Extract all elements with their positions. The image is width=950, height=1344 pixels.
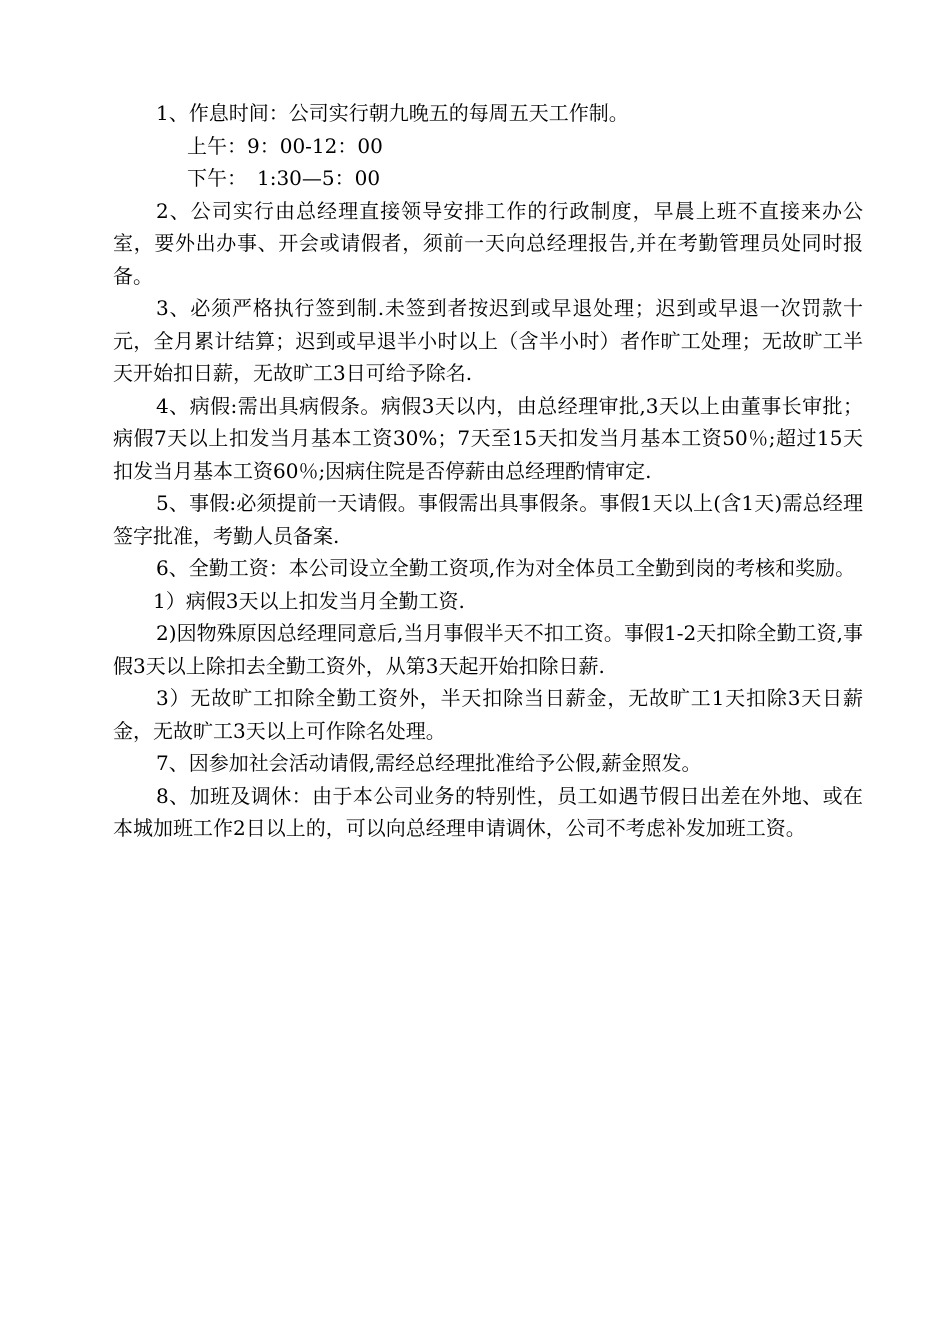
paragraph-work-hours: 1、作息时间：公司实行朝九晚五的每周五天工作制。 — [156, 101, 629, 125]
paragraph-overtime: 8、加班及调休：由于本公司业务的特别性，员工如遇节假日出差在外地、或在本城加班工作2日以上的，可以向总经理申请调休，公司不考虑补发加班工资。 — [113, 783, 863, 840]
paragraph-morning-hours: 上午：9：00-12：00 — [187, 133, 383, 158]
paragraph-social-activity: 7、因参加社会活动请假,需经总经理批准给予公假,薪金照发。 — [156, 751, 702, 775]
paragraph-bonus-rule-3: 3）无故旷工扣除全勤工资外，半天扣除当日薪金，无故旷工1天扣除3天日薪金，无故旷工3天以上可作除名处理。 — [113, 686, 863, 743]
paragraph-sick-leave: 4、病假:需出具病假条。病假3天以内，由总经理审批,3天以上由董事长审批；病假7天以上扣发当月基本工资30%；7天至15天扣发当月基本工资50％;超过15天扣发当月基本工资60％;因病住院是否停薪由总经理酌情审定. — [113, 393, 863, 483]
paragraph-admin-system: 2、公司实行由总经理直接领导安排工作的行政制度，早晨上班不直接来办公室，要外出办事、开会或请假者，须前一天向总经理报告,并在考勤管理员处同时报备。 — [113, 198, 863, 288]
document-body — [113, 97, 863, 845]
paragraph-afternoon-hours: 下午： 1:30—5：00 — [187, 166, 381, 190]
paragraph-attendance-bonus: 6、全勤工资：本公司设立全勤工资项,作为对全体员工全勤到岗的考核和奖励。 — [156, 556, 856, 580]
paragraph-personal-leave: 5、事假:必须提前一天请假。事假需出具事假条。事假1天以上(含1天)需总经理签字批准，考勤人员备案. — [113, 491, 863, 548]
paragraph-bonus-rule-1: 1）病假3天以上扣发当月全勤工资. — [153, 588, 465, 613]
paragraph-bonus-rule-2: 2)因物殊原因总经理同意后,当月事假半天不扣工资。事假1-2天扣除全勤工资,事假3天以上除扣去全勤工资外，从第3天起开始扣除日薪. — [113, 621, 863, 678]
paragraph-sign-in: 3、必须严格执行签到制.未签到者按迟到或早退处理；迟到或早退一次罚款十元，全月累计结算；迟到或早退半小时以上（含半小时）者作旷工处理；无故旷工半天开始扣日薪，无故旷工3日可给予除名. — [113, 296, 863, 385]
